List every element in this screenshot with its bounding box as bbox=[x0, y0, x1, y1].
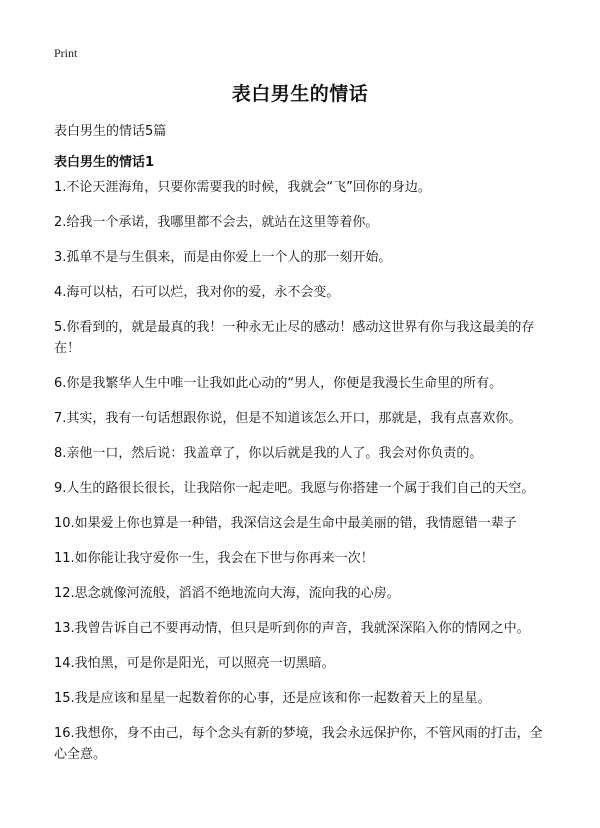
list-item: 5.你看到的，就是最真的我！一种永无止尽的感动！感动这世界有你与我这最美的存在！ bbox=[54, 320, 535, 356]
list-item: 10.如果爱上你也算是一种错，我深信这会是生命中最美丽的错，我情愿错一辈子 bbox=[54, 516, 517, 531]
list-item: 15.我是应该和星星一起数着你的心事，还是应该和你一起数着天上的星星。 bbox=[54, 691, 491, 706]
list-item: 11.如你能让我守爱你一生，我会在下世与你再来一次！ bbox=[54, 551, 374, 566]
section-heading: 表白男生的情话1 bbox=[54, 155, 155, 170]
list-item: 2.给我一个承诺，我哪里都不会去，就站在这里等着你。 bbox=[54, 215, 379, 230]
phrase-list bbox=[54, 177, 554, 779]
list-item: 12.思念就像河流般，滔滔不绝地流向大海，流向我的心房。 bbox=[54, 586, 400, 601]
list-item: 1.不论天涯海角，只要你需要我的时候，我就会“飞”回你的身边。 bbox=[54, 180, 431, 195]
list-item: 3.孤单不是与生俱来，而是由你爱上一个人的那一刻开始。 bbox=[54, 250, 392, 265]
list-item: 9.人生的路很长很长，让我陪你一起走吧。我愿与你搭建一个属于我们自己的天空。 bbox=[54, 481, 535, 496]
list-item: 16.我想你，身不由己，每个念头有新的梦境，我会永远保护你，不管风雨的打击，全心全意。 bbox=[54, 726, 543, 762]
list-item: 6.你是我繁华人生中唯一让我如此心动的“男人，你便是我漫长生命里的所有。 bbox=[54, 376, 503, 391]
page-title: 表白男生的情话 bbox=[231, 83, 369, 105]
list-item: 13.我曾告诉自己不要再动情，但只是听到你的声音，我就深深陷入你的情网之中。 bbox=[54, 621, 530, 636]
document-subtitle: 表白男生的情话5篇 bbox=[54, 124, 167, 139]
print-link[interactable]: Print bbox=[54, 46, 78, 60]
list-item: 4.海可以枯，石可以烂，我对你的爱，永不会变。 bbox=[54, 285, 340, 300]
list-item: 14.我怕黑，可是你是阳光，可以照亮一切黑暗。 bbox=[54, 656, 335, 671]
list-item: 8.亲他一口，然后说：我盖章了，你以后就是我的人了。我会对你负责的。 bbox=[54, 446, 483, 461]
list-item: 7.其实，我有一句话想跟你说，但是不知道该怎么开口，那就是，我有点喜欢你。 bbox=[54, 411, 522, 426]
